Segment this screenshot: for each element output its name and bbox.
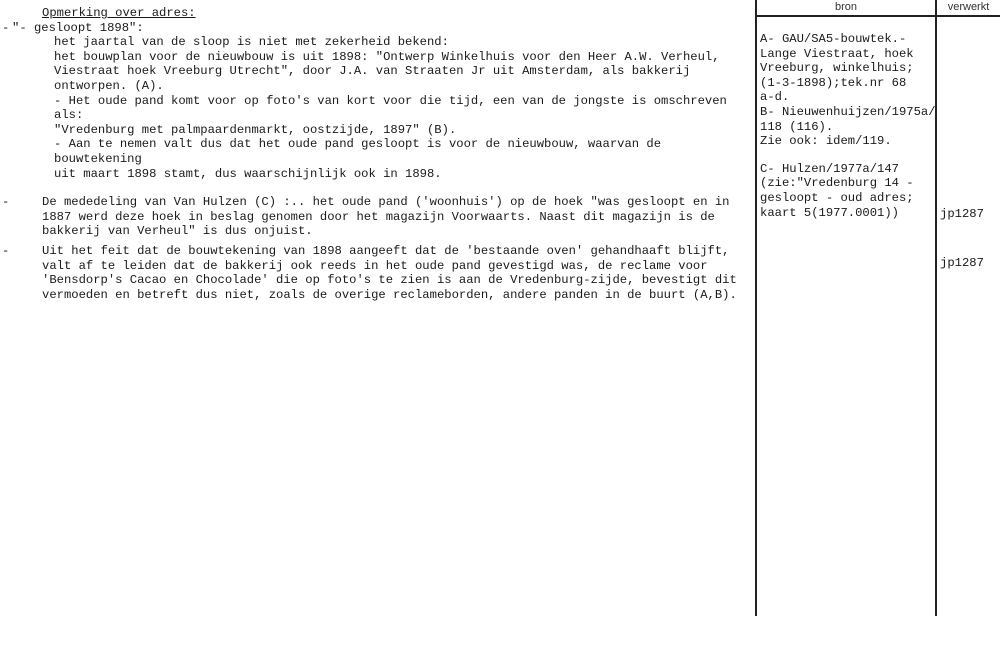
bron-line: 118 (116). [760, 119, 834, 134]
remark-text [2, 6, 754, 302]
bron-line: A- GAU/SA5-bouwtek.- [760, 32, 907, 46]
remark-line: ontworpen. (A). [54, 78, 164, 93]
verwerkt-column [938, 0, 1000, 300]
remark-line: bakkerij van Verheul" is dus onjuist. [42, 224, 313, 239]
bron-column [760, 32, 936, 220]
bron-line: kaart 5(1977.0001)) [760, 205, 899, 220]
remark-line: "Vredenburg met palmpaardenmarkt, oostzijde, 1897" (B). [54, 122, 457, 137]
remark-line: het jaartal van de sloop is niet met zekerheid bekend: [54, 35, 449, 50]
bullet-dash: - [2, 243, 10, 258]
remark-block-2 [2, 195, 754, 239]
remark-line: vermoeden en betreft dus niet, zoals de overige reclameborden, andere panden in de buurt (A,B). [42, 287, 737, 302]
bron-group-1 [760, 32, 936, 149]
remark-line: - Aan te nemen valt dus dat het oude pand gesloopt is voor de nieuwbouw, waarvan de bouwtekening [54, 137, 669, 166]
column-divider-left [755, 0, 757, 616]
verwerkt-entry-2: jp1287 [940, 256, 984, 270]
bron-line: Vreeburg, winkelhuis; [760, 61, 914, 76]
remark-block-3 [2, 243, 754, 302]
bron-line: B- Nieuwenhuijzen/1975a/ [760, 104, 936, 119]
remark-line: Uit het feit dat de bouwtekening van 1898 aangeeft dat de 'bestaande oven' gehandhaaft blijft, [42, 243, 730, 258]
bron-line: gesloopt - oud adres; [760, 190, 914, 205]
header-verwerkt: verwerkt [947, 1, 990, 13]
remark-line: De mededeling van Van Hulzen (C) :.. het oude pand ('woonhuis') op de hoek "was gesloopt en in [42, 195, 730, 210]
header-bron: bron [834, 1, 858, 13]
bron-line: Lange Viestraat, hoek [760, 46, 914, 61]
bron-line: C- Hulzen/1977a/147 [760, 161, 899, 176]
bullet-dash: - [2, 20, 10, 35]
remark-line: Viestraat hoek Vreeburg Utrecht", door J.A. van Straaten Jr uit Amsterdam, als bakkerij [54, 64, 691, 79]
remark-title: Opmerking over adres: [42, 6, 196, 20]
bron-line: (zie:"Vredenburg 14 - [760, 176, 914, 191]
remark-line: "- gesloopt 1898": [12, 20, 144, 35]
remark-block-1 [2, 20, 754, 182]
bron-line: a-d. [760, 90, 790, 105]
bullet-dash: - [2, 195, 10, 210]
verwerkt-entry-1: jp1287 [940, 207, 984, 221]
bron-line: Zie ook: idem/119. [760, 134, 892, 149]
remark-line: - Het oude pand komt voor op foto's van kort voor die tijd, een van de jongste is omschreven als: [54, 93, 735, 123]
remark-line: 1887 werd deze hoek in beslag genomen door het magazijn Voorwaarts. Naast dit magazijn is de [42, 209, 715, 224]
bron-group-2 [760, 162, 936, 220]
remark-line: het bouwplan voor de nieuwbouw is uit 1898: "Ontwerp Winkelhuis voor den Heer A.W. Verheul, [54, 49, 720, 64]
remark-line: 'Bensdorp's Cacao en Chocolade' die op foto's te zien is aan de Vredenburg-zijde, bevestigt dit [42, 273, 737, 288]
bron-line: (1-3-1898);tek.nr 68 [760, 75, 907, 90]
remark-line: valt af te leiden dat de bakkerij ook reeds in het oude pand gevestigd was, de reclame voor [42, 258, 708, 273]
remark-line: uit maart 1898 stamt, dus waarschijnlijk ook in 1898. [54, 166, 442, 181]
